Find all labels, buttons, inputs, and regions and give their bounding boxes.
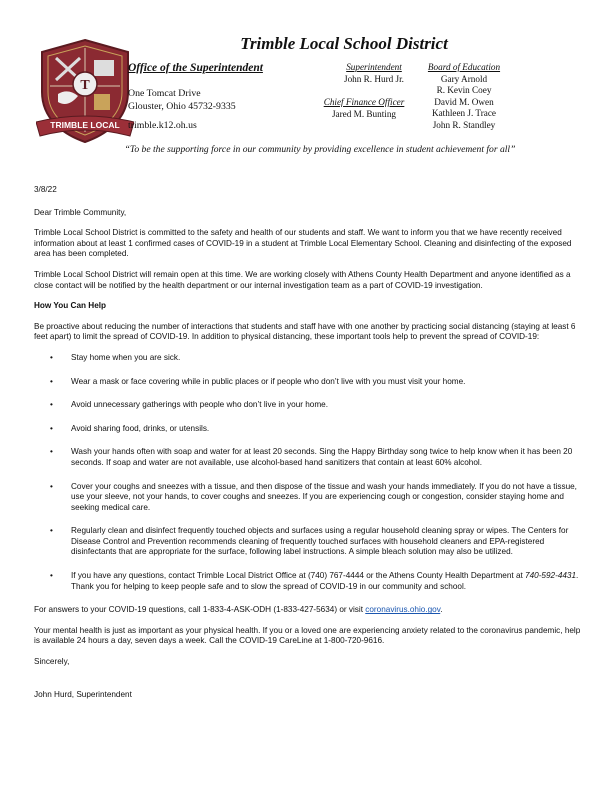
superintendent-header: Superintendent (346, 62, 402, 72)
bullet-marker: • (50, 481, 53, 491)
list-item-text: Stay home when you are sick. (71, 352, 181, 362)
health-dept-phone: 740-592-4431 (525, 571, 577, 581)
office-title: Office of the Superintendent (128, 62, 263, 74)
district-crest-logo (36, 36, 134, 146)
bullet-marker: • (50, 526, 53, 536)
closing: Sincerely, (34, 657, 70, 667)
list-item (34, 400, 582, 411)
salutation: Dear Trimble Community, (34, 207, 127, 217)
paragraph-4-end: . (440, 605, 443, 615)
signature: John Hurd, Superintendent (34, 689, 132, 699)
finance-name: Jared M. Bunting (331, 108, 397, 119)
section-heading: How You Can Help (34, 301, 107, 311)
bullet-marker: • (50, 400, 53, 410)
address-line-1: One Tomcat Drive (128, 88, 201, 99)
crest-banner-text: TRIMBLE LOCAL (50, 120, 120, 130)
bullet-marker: • (50, 447, 53, 457)
letter-body (34, 185, 582, 710)
board-header: Board of Education (427, 62, 501, 72)
board-member: R. Kevin Coey (436, 85, 492, 96)
finance-header: Chief Finance Officer (323, 97, 405, 107)
address (128, 87, 236, 113)
finance-block (314, 97, 414, 120)
list-item-text-start: If you have any questions, contact Trimble Local District Office at (740) 767-4444 or the Athens County Health Department at (71, 571, 526, 581)
list-item (34, 353, 582, 364)
bullet-marker: • (50, 571, 53, 581)
superintendent-block (334, 62, 414, 85)
list-item-text: Avoid sharing food, drinks, or utensils. (71, 423, 210, 433)
paragraph-3: Be proactive about reducing the number of interactions that students and staff have with one another by practicing social distancing (staying at least 6 feet apart) to limit the spread of COVID-19. In addition to physical distancing, these important tools help to prevent the spread of COVID-19: (34, 321, 576, 342)
list-item-text-end: . Thank you for helping to keep people safe and to slow the spread of COVID-19 in our community and school. (71, 571, 579, 591)
address-line-2: Glouster, Ohio 45732-9335 (128, 101, 236, 112)
paragraph-2: Trimble Local School District will remain open at this time. We are working closely with Athens County Health Department and anyone identified as a close contact will be notified by the health department or our internal investigation team as a part of COVID-19 investigation. (34, 269, 571, 290)
list-item (34, 447, 582, 468)
board-block (421, 62, 507, 132)
paragraph-4 (34, 605, 582, 616)
paragraph-5: Your mental health is just as important as your physical health. If you or a loved one are experiencing anxiety related to the coronavirus pandemic, help is available 24 hours a day, seven days a week. Call the COVID-19 CareLine at 1-800-720-9616. (34, 625, 581, 646)
list-item-text: Wash your hands often with soap and water for at least 20 seconds. Sing the Happy Birthday song twice to help know when it has been 20 seconds. If soap and water are not available, use alcohol-based hand sanitizers that contain at least 60% alcohol. (71, 447, 573, 467)
list-item (34, 482, 582, 514)
superintendent-name: John R. Hurd Jr. (344, 73, 404, 84)
prevention-list (34, 353, 582, 592)
bullet-marker: • (50, 376, 53, 386)
list-item (34, 377, 582, 388)
board-member: Gary Arnold (440, 73, 488, 84)
district-name: Trimble Local School District (240, 34, 448, 53)
crest-letter: T (80, 78, 90, 93)
list-item (34, 571, 582, 592)
list-item (34, 526, 582, 558)
list-item-text: Regularly clean and disinfect frequently touched objects and surfaces using a regular household cleaning spray or wipes. The Centers for Disease Control and Prevention recommends cleaning of frequently touched surfaces with household cleaners and EPA-registered disinfectants that are appropriate for the surface, following label instructions. A simple bleach solution may also be utilized. (71, 526, 569, 557)
paragraph-4-text: For answers to your COVID-19 questions, call 1-833-4-ASK-ODH (1-833-427-5634) or visit (34, 605, 366, 615)
bullet-marker: • (50, 423, 53, 433)
list-item-text: Cover your coughs and sneezes with a tissue, and then dispose of the tissue and wash your hands immediately. If you do not have a tissue, use your sleeve, not your hands, to cover coughs and sneezes. If you are experiencing cough or congestion, consider staying home and seeking medical care. (71, 481, 577, 512)
list-item-text: Wear a mask or face covering while in public places or if people who don’t live with you must visit your home. (71, 376, 466, 386)
list-item-text: Avoid unnecessary gatherings with people who don’t live in your home. (71, 400, 328, 410)
board-member: John R. Standley (432, 119, 496, 130)
bullet-marker: • (50, 352, 53, 362)
letter-date: 3/8/22 (34, 185, 57, 194)
list-item (34, 424, 582, 435)
coronavirus-ohio-link[interactable]: coronavirus.ohio.gov (365, 605, 441, 615)
board-member: David M. Owen (434, 96, 494, 107)
board-member: Kathleen J. Trace (431, 108, 497, 119)
motto: “To be the supporting force in our community by providing excellence in student achievement for all” (124, 144, 516, 155)
paragraph-1: Trimble Local School District is committed to the safety and health of our students and staff. We want to inform you that we have recently received information about at least 1 confirmed cases of COVID-19 in a student at Trimble Local Elementary School. Cleaning and disinfecting of the exposed area has been completed. (34, 228, 572, 259)
website: trimble.k12.oh.us (128, 120, 197, 131)
